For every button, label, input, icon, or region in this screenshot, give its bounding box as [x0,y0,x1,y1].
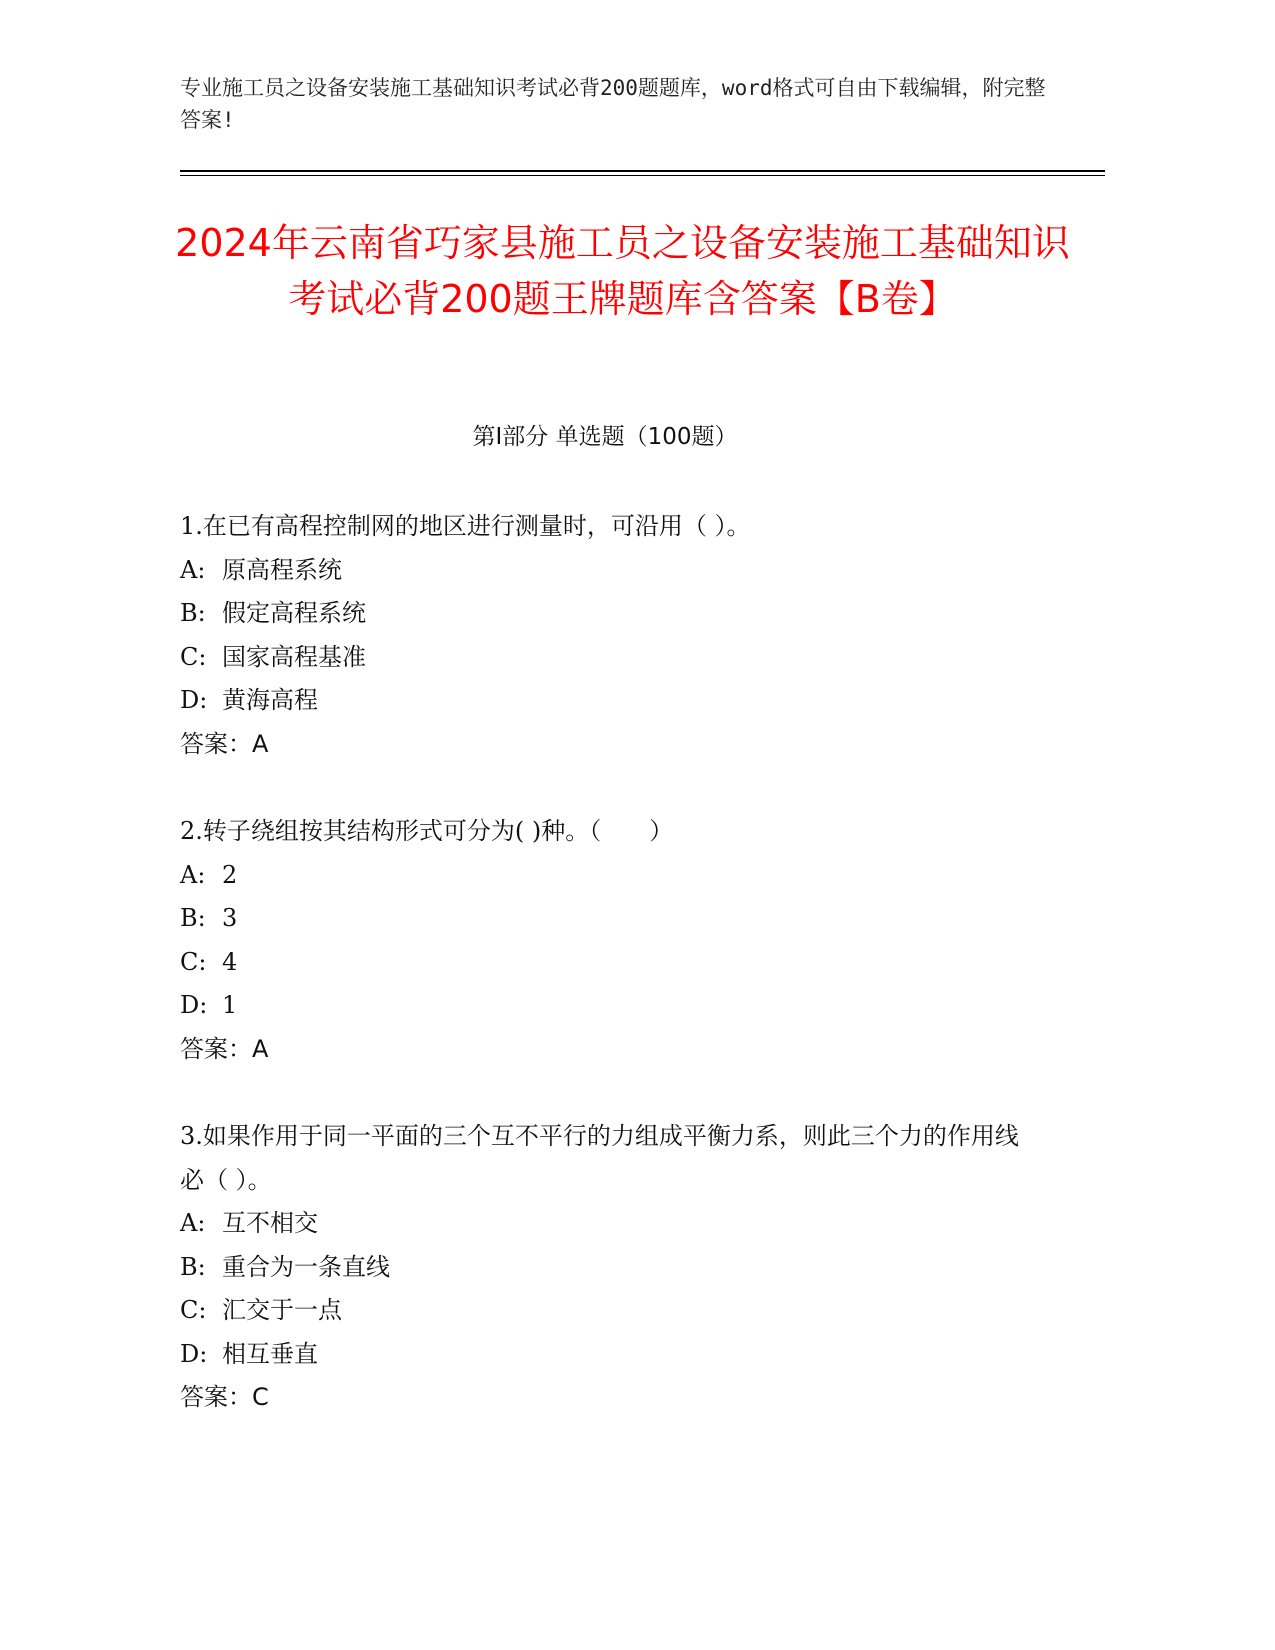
option-letter: A: [180,1209,206,1237]
option-text: 假定高程系统 [222,599,366,627]
option-text: 重合为一条直线 [222,1252,390,1281]
answer-line: 答案：A [180,1034,269,1063]
option-letter: C: [180,642,207,671]
option-d [180,984,1040,1028]
option-text: 2 [222,860,238,889]
question-text: 1.在已有高程控制网的地区进行测量时，可沿用（ ）。 [180,512,751,540]
option-b [180,1246,1040,1290]
option-letter: D: [180,686,208,714]
section-heading: 第Ⅰ部分 单选题（100题） [472,424,738,450]
question-text: 2.转子绕组按其结构形式可分为( )种。（ ） [180,817,674,845]
header-note: 专业施工员之设备安装施工基础知识考试必背200题题库，word格式可自由下载编辑，附完整答案! [180,76,1046,132]
option-letter: A: [180,860,206,889]
option-c [180,941,1040,985]
option-a [180,1202,1040,1246]
option-a [180,854,1040,898]
question-list [180,505,1040,1464]
answer-line: 答案：C [180,1383,269,1411]
option-letter: B: [180,599,206,627]
option-text: 黄海高程 [222,686,318,714]
option-text: 1 [222,991,238,1019]
option-text: 国家高程基准 [222,642,366,671]
question-item [180,1115,1040,1420]
option-b [180,897,1040,941]
option-b [180,592,1040,636]
option-text: 汇交于一点 [222,1296,342,1324]
option-text: 互不相交 [222,1209,318,1237]
question-text: 3.如果作用于同一平面的三个互不平行的力组成平衡力系，则此三个力的作用线必（ ）。 [180,1122,1019,1194]
option-c [180,636,1040,680]
question-item [180,810,1040,1071]
option-d [180,1333,1040,1377]
header-rule-thick [180,170,1105,172]
document-title: 2024年云南省巧家县施工员之设备安装施工基础知识考试必背200题王牌题库含答案【B卷】 [175,221,1070,321]
option-letter: D: [180,1339,208,1368]
option-text: 原高程系统 [222,555,342,584]
option-text: 相互垂直 [222,1339,318,1368]
option-letter: D: [180,991,208,1019]
question-item [180,505,1040,766]
option-text: 3 [222,904,238,932]
option-c [180,1289,1040,1333]
header-rule-thin [180,175,1105,176]
option-letter: C: [180,947,207,976]
answer-line: 答案：A [180,729,269,758]
option-letter: B: [180,1252,206,1281]
option-d [180,679,1040,723]
option-letter: C: [180,1296,207,1324]
option-letter: A: [180,555,206,584]
option-text: 4 [222,947,238,976]
option-a [180,549,1040,593]
option-letter: B: [180,904,206,932]
